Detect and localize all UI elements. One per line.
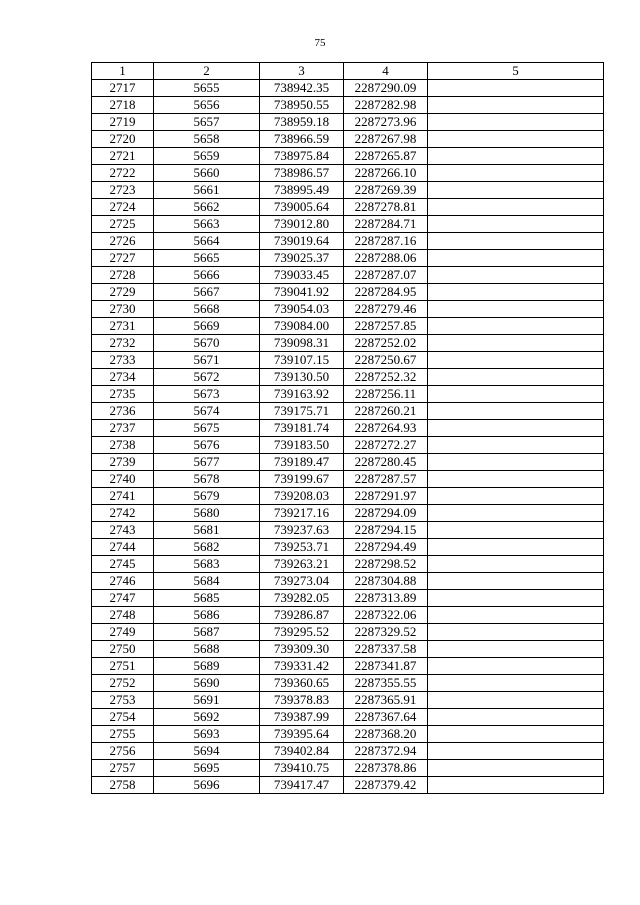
table-cell: 2287278.81 xyxy=(344,199,428,216)
table-cell: 2287287.16 xyxy=(344,233,428,250)
table-cell xyxy=(428,522,604,539)
table-cell: 2751 xyxy=(92,658,154,675)
table-cell: 2287372.94 xyxy=(344,743,428,760)
table-cell: 5657 xyxy=(154,114,260,131)
table-cell: 739378.83 xyxy=(260,692,344,709)
table-row xyxy=(92,624,604,641)
table-cell: 5696 xyxy=(154,777,260,794)
table-cell: 739273.04 xyxy=(260,573,344,590)
table-cell: 739130.50 xyxy=(260,369,344,386)
table-cell: 5681 xyxy=(154,522,260,539)
table-cell: 5676 xyxy=(154,437,260,454)
table-row xyxy=(92,369,604,386)
table-cell: 2287298.52 xyxy=(344,556,428,573)
table-cell: 5688 xyxy=(154,641,260,658)
table-cell: 2287365.91 xyxy=(344,692,428,709)
table-cell: 2287291.97 xyxy=(344,488,428,505)
table-cell: 2287273.96 xyxy=(344,114,428,131)
table-cell: 5691 xyxy=(154,692,260,709)
table-cell: 5662 xyxy=(154,199,260,216)
table-cell: 2741 xyxy=(92,488,154,505)
column-header-4: 4 xyxy=(344,63,428,80)
table-cell: 739208.03 xyxy=(260,488,344,505)
table-cell xyxy=(428,488,604,505)
table-cell: 2738 xyxy=(92,437,154,454)
table-row xyxy=(92,692,604,709)
table-cell: 2287252.32 xyxy=(344,369,428,386)
table-row xyxy=(92,573,604,590)
table-cell xyxy=(428,760,604,777)
table-cell xyxy=(428,726,604,743)
table-cell: 5655 xyxy=(154,80,260,97)
table-cell xyxy=(428,624,604,641)
table-row xyxy=(92,488,604,505)
table-cell: 2287290.09 xyxy=(344,80,428,97)
table-header-row xyxy=(92,63,604,80)
table-cell: 5672 xyxy=(154,369,260,386)
table-cell: 2729 xyxy=(92,284,154,301)
table-cell xyxy=(428,437,604,454)
table-cell: 2287284.95 xyxy=(344,284,428,301)
table-cell: 5656 xyxy=(154,97,260,114)
table-cell: 739395.64 xyxy=(260,726,344,743)
table-cell: 2287313.89 xyxy=(344,590,428,607)
table-cell: 5668 xyxy=(154,301,260,318)
table-row xyxy=(92,403,604,420)
table-cell xyxy=(428,743,604,760)
table-cell: 5694 xyxy=(154,743,260,760)
table-cell xyxy=(428,692,604,709)
table-cell: 2732 xyxy=(92,335,154,352)
table-cell: 5687 xyxy=(154,624,260,641)
table-cell: 2287279.46 xyxy=(344,301,428,318)
table-cell: 2753 xyxy=(92,692,154,709)
table-cell: 2746 xyxy=(92,573,154,590)
table-cell xyxy=(428,233,604,250)
table-cell xyxy=(428,284,604,301)
table-cell: 2739 xyxy=(92,454,154,471)
table-cell xyxy=(428,216,604,233)
table-row xyxy=(92,777,604,794)
table-cell: 2287294.49 xyxy=(344,539,428,556)
table-cell xyxy=(428,301,604,318)
table-cell: 2750 xyxy=(92,641,154,658)
table-cell: 739189.47 xyxy=(260,454,344,471)
table-cell: 5675 xyxy=(154,420,260,437)
table-cell: 5684 xyxy=(154,573,260,590)
table-row xyxy=(92,233,604,250)
table-row xyxy=(92,471,604,488)
table-cell xyxy=(428,386,604,403)
table-cell: 2287266.10 xyxy=(344,165,428,182)
table-row xyxy=(92,420,604,437)
table-cell: 739331.42 xyxy=(260,658,344,675)
table-cell: 2287265.87 xyxy=(344,148,428,165)
table-cell: 739360.65 xyxy=(260,675,344,692)
table-cell: 739286.87 xyxy=(260,607,344,624)
table-cell: 738942.35 xyxy=(260,80,344,97)
table-cell xyxy=(428,97,604,114)
table-cell: 2719 xyxy=(92,114,154,131)
table-cell: 2287322.06 xyxy=(344,607,428,624)
table-cell: 2287287.07 xyxy=(344,267,428,284)
table-cell: 739263.21 xyxy=(260,556,344,573)
table-cell: 739098.31 xyxy=(260,335,344,352)
table-cell: 5658 xyxy=(154,131,260,148)
table-cell: 739019.64 xyxy=(260,233,344,250)
table-cell: 5666 xyxy=(154,267,260,284)
table-cell: 2287378.86 xyxy=(344,760,428,777)
table-cell: 5695 xyxy=(154,760,260,777)
table-cell: 739012.80 xyxy=(260,216,344,233)
table-cell xyxy=(428,556,604,573)
table-cell: 5690 xyxy=(154,675,260,692)
table-row xyxy=(92,352,604,369)
table-row xyxy=(92,131,604,148)
table-cell: 739253.71 xyxy=(260,539,344,556)
table-cell: 738959.18 xyxy=(260,114,344,131)
table-row xyxy=(92,250,604,267)
table-cell: 2287294.09 xyxy=(344,505,428,522)
table-cell: 2718 xyxy=(92,97,154,114)
table-cell: 2744 xyxy=(92,539,154,556)
table-cell: 2287288.06 xyxy=(344,250,428,267)
table-cell xyxy=(428,590,604,607)
table-row xyxy=(92,675,604,692)
table-cell xyxy=(428,369,604,386)
table-cell: 738975.84 xyxy=(260,148,344,165)
table-row xyxy=(92,709,604,726)
table-row xyxy=(92,148,604,165)
table-cell: 2731 xyxy=(92,318,154,335)
table-cell xyxy=(428,182,604,199)
table-cell: 738966.59 xyxy=(260,131,344,148)
table-cell: 5677 xyxy=(154,454,260,471)
table-cell: 739387.99 xyxy=(260,709,344,726)
table-cell: 739309.30 xyxy=(260,641,344,658)
table-cell: 2287257.85 xyxy=(344,318,428,335)
table-cell: 739417.47 xyxy=(260,777,344,794)
table-cell: 738986.57 xyxy=(260,165,344,182)
table-cell: 2287252.02 xyxy=(344,335,428,352)
table-cell: 2748 xyxy=(92,607,154,624)
table-cell: 5680 xyxy=(154,505,260,522)
table-cell: 2287269.39 xyxy=(344,182,428,199)
table-cell: 739282.05 xyxy=(260,590,344,607)
table-cell xyxy=(428,335,604,352)
table-cell: 5673 xyxy=(154,386,260,403)
table-cell: 5664 xyxy=(154,233,260,250)
table-row xyxy=(92,301,604,318)
table-cell: 5661 xyxy=(154,182,260,199)
table-cell: 739410.75 xyxy=(260,760,344,777)
table-cell: 2733 xyxy=(92,352,154,369)
table-cell: 739183.50 xyxy=(260,437,344,454)
table-cell: 2287264.93 xyxy=(344,420,428,437)
table-cell xyxy=(428,573,604,590)
table-cell xyxy=(428,267,604,284)
table-cell xyxy=(428,165,604,182)
table-cell: 739054.03 xyxy=(260,301,344,318)
table-row xyxy=(92,216,604,233)
table-cell: 2717 xyxy=(92,80,154,97)
table-cell: 739163.92 xyxy=(260,386,344,403)
table-cell: 739005.64 xyxy=(260,199,344,216)
table-cell xyxy=(428,641,604,658)
table-cell: 2749 xyxy=(92,624,154,641)
table-cell: 5685 xyxy=(154,590,260,607)
table-cell: 2287250.67 xyxy=(344,352,428,369)
table-cell: 2287272.27 xyxy=(344,437,428,454)
table-cell: 2721 xyxy=(92,148,154,165)
table-cell: 2287367.64 xyxy=(344,709,428,726)
page-number: 75 xyxy=(314,37,326,49)
table-cell: 2722 xyxy=(92,165,154,182)
table-row xyxy=(92,641,604,658)
table-cell: 2720 xyxy=(92,131,154,148)
table-cell: 739025.37 xyxy=(260,250,344,267)
table-cell: 5679 xyxy=(154,488,260,505)
table-cell: 739181.74 xyxy=(260,420,344,437)
table-cell: 739041.92 xyxy=(260,284,344,301)
table-cell: 5665 xyxy=(154,250,260,267)
table-cell xyxy=(428,80,604,97)
table-cell: 2723 xyxy=(92,182,154,199)
table-cell xyxy=(428,539,604,556)
table-cell: 2287355.55 xyxy=(344,675,428,692)
table-cell: 5692 xyxy=(154,709,260,726)
table-cell xyxy=(428,318,604,335)
table-cell: 2752 xyxy=(92,675,154,692)
table-cell: 2287267.98 xyxy=(344,131,428,148)
table-cell: 738950.55 xyxy=(260,97,344,114)
table-row xyxy=(92,267,604,284)
table-row xyxy=(92,80,604,97)
table-cell: 2730 xyxy=(92,301,154,318)
table-cell: 2755 xyxy=(92,726,154,743)
table-cell: 2287379.42 xyxy=(344,777,428,794)
column-header-3: 3 xyxy=(260,63,344,80)
table-cell: 739217.16 xyxy=(260,505,344,522)
table-cell: 2757 xyxy=(92,760,154,777)
table-cell: 5670 xyxy=(154,335,260,352)
table-row xyxy=(92,437,604,454)
table-cell xyxy=(428,675,604,692)
table-row xyxy=(92,726,604,743)
table-cell: 5663 xyxy=(154,216,260,233)
table-cell: 739175.71 xyxy=(260,403,344,420)
table-row xyxy=(92,386,604,403)
table-cell: 5693 xyxy=(154,726,260,743)
table-cell xyxy=(428,199,604,216)
table-cell: 739295.52 xyxy=(260,624,344,641)
table-row xyxy=(92,182,604,199)
table-cell: 2287282.98 xyxy=(344,97,428,114)
coordinates-table xyxy=(91,62,604,794)
table-cell: 2287284.71 xyxy=(344,216,428,233)
table-cell xyxy=(428,454,604,471)
table-cell: 2728 xyxy=(92,267,154,284)
table-cell: 5686 xyxy=(154,607,260,624)
table-cell: 2734 xyxy=(92,369,154,386)
table-cell: 2287329.52 xyxy=(344,624,428,641)
table-row xyxy=(92,760,604,777)
table-cell: 2287260.21 xyxy=(344,403,428,420)
table-row xyxy=(92,284,604,301)
table-cell: 2736 xyxy=(92,403,154,420)
table-cell: 2745 xyxy=(92,556,154,573)
table-row xyxy=(92,505,604,522)
table-cell xyxy=(428,505,604,522)
table-cell: 2742 xyxy=(92,505,154,522)
table-cell: 5671 xyxy=(154,352,260,369)
table-row xyxy=(92,607,604,624)
table-cell xyxy=(428,471,604,488)
table-cell: 5659 xyxy=(154,148,260,165)
table-row xyxy=(92,556,604,573)
table-cell: 2287337.58 xyxy=(344,641,428,658)
table-cell: 739199.67 xyxy=(260,471,344,488)
table-cell: 2758 xyxy=(92,777,154,794)
table-row xyxy=(92,522,604,539)
table-cell: 5683 xyxy=(154,556,260,573)
table-cell: 2287368.20 xyxy=(344,726,428,743)
table-cell: 2287287.57 xyxy=(344,471,428,488)
table-cell: 5678 xyxy=(154,471,260,488)
table-cell xyxy=(428,403,604,420)
table-cell: 2756 xyxy=(92,743,154,760)
table-cell: 2287341.87 xyxy=(344,658,428,675)
table-cell: 5667 xyxy=(154,284,260,301)
table-row xyxy=(92,335,604,352)
column-header-1: 1 xyxy=(92,63,154,80)
table-row xyxy=(92,318,604,335)
column-header-5: 5 xyxy=(428,63,604,80)
table-cell xyxy=(428,131,604,148)
table-cell: 2725 xyxy=(92,216,154,233)
table-cell: 2287294.15 xyxy=(344,522,428,539)
table-cell: 5674 xyxy=(154,403,260,420)
table-cell xyxy=(428,607,604,624)
table-cell: 2724 xyxy=(92,199,154,216)
table-row xyxy=(92,97,604,114)
table-row xyxy=(92,199,604,216)
table-cell: 739033.45 xyxy=(260,267,344,284)
table-row xyxy=(92,539,604,556)
table-cell xyxy=(428,777,604,794)
column-header-2: 2 xyxy=(154,63,260,80)
table-cell: 2287280.45 xyxy=(344,454,428,471)
table-cell: 739402.84 xyxy=(260,743,344,760)
table-cell: 2740 xyxy=(92,471,154,488)
table-row xyxy=(92,590,604,607)
table-cell: 739237.63 xyxy=(260,522,344,539)
table-cell xyxy=(428,709,604,726)
table-row xyxy=(92,114,604,131)
table-cell: 2726 xyxy=(92,233,154,250)
table-row xyxy=(92,658,604,675)
table-cell: 2737 xyxy=(92,420,154,437)
table-cell: 5682 xyxy=(154,539,260,556)
table-cell: 739084.00 xyxy=(260,318,344,335)
table-cell: 2754 xyxy=(92,709,154,726)
table-cell xyxy=(428,658,604,675)
table-row xyxy=(92,743,604,760)
table-cell xyxy=(428,114,604,131)
table-cell: 5660 xyxy=(154,165,260,182)
table-cell xyxy=(428,250,604,267)
table-cell: 2747 xyxy=(92,590,154,607)
table-cell: 2727 xyxy=(92,250,154,267)
table-cell xyxy=(428,352,604,369)
table-cell: 2735 xyxy=(92,386,154,403)
table-cell: 2743 xyxy=(92,522,154,539)
table-cell xyxy=(428,148,604,165)
table-cell: 5689 xyxy=(154,658,260,675)
table-cell: 739107.15 xyxy=(260,352,344,369)
table-body xyxy=(92,80,604,794)
table-cell xyxy=(428,420,604,437)
table-row xyxy=(92,165,604,182)
table-cell: 738995.49 xyxy=(260,182,344,199)
table-cell: 2287304.88 xyxy=(344,573,428,590)
table-cell: 2287256.11 xyxy=(344,386,428,403)
table-cell: 5669 xyxy=(154,318,260,335)
table-row xyxy=(92,454,604,471)
